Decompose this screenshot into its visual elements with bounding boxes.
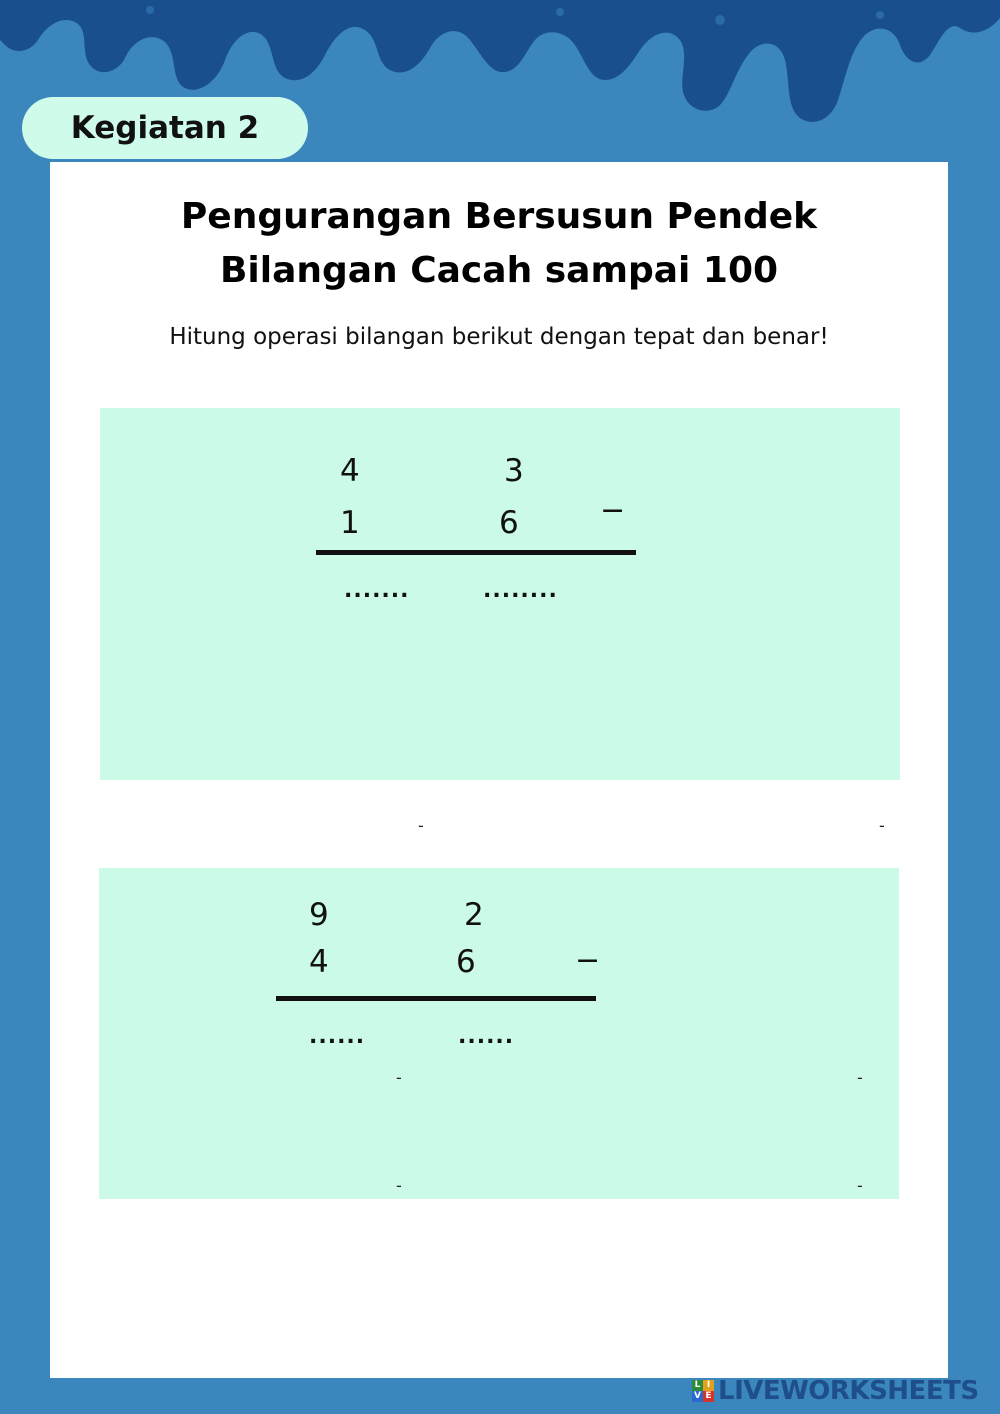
problem-1-result-line	[316, 550, 636, 555]
activity-badge	[22, 97, 308, 159]
problem-2-answer-tens-input[interactable]: ......	[309, 1024, 366, 1049]
marker-dash: -	[857, 1068, 863, 1087]
marker-dash: -	[857, 1176, 863, 1195]
problem-2-top-ones: 2	[464, 897, 484, 933]
problem-2-minus-sign: −	[575, 943, 601, 978]
liveworksheets-logo-text: LIVEWORKSHEETS	[718, 1376, 979, 1406]
activity-badge-label: Kegiatan 2	[70, 110, 260, 146]
problem-2-answer-ones-input[interactable]: ......	[458, 1024, 515, 1049]
marker-dash: -	[879, 816, 885, 835]
problem-1-top-tens: 4	[340, 453, 360, 489]
problem-1-bottom-ones: 6	[499, 505, 519, 541]
problem-panel-1	[100, 408, 900, 780]
page-title-line-2: Bilangan Cacah sampai 100	[219, 250, 779, 291]
marker-dash: -	[396, 1176, 402, 1195]
problem-panel-2	[99, 868, 899, 1199]
problem-2-result-line	[276, 996, 596, 1001]
problem-1-bottom-tens: 1	[340, 505, 360, 541]
liveworksheets-logo-icon	[692, 1380, 714, 1402]
problem-2-bottom-tens: 4	[309, 944, 329, 980]
page-title	[50, 190, 948, 298]
problem-2-bottom-ones: 6	[456, 944, 476, 980]
problem-1-top-ones: 3	[504, 453, 524, 489]
logo-mark-letter: E	[703, 1391, 714, 1402]
problem-1-answer-tens-input[interactable]: .......	[344, 578, 410, 603]
instruction-text: Hitung operasi bilangan berikut dengan tepat dan benar!	[169, 324, 829, 350]
problem-1-minus-sign: −	[600, 493, 626, 528]
page-title-line-1: Pengurangan Bersusun Pendek	[180, 196, 818, 237]
marker-dash: -	[418, 816, 424, 835]
liveworksheets-logo[interactable]	[692, 1375, 979, 1407]
logo-mark-letter: V	[692, 1391, 703, 1402]
logo-mark-letter: I	[703, 1380, 714, 1391]
problem-2-top-tens: 9	[309, 897, 329, 933]
problem-1-answer-ones-input[interactable]: ........	[483, 578, 558, 603]
marker-dash: -	[396, 1068, 402, 1087]
logo-mark-letter: L	[692, 1380, 703, 1391]
